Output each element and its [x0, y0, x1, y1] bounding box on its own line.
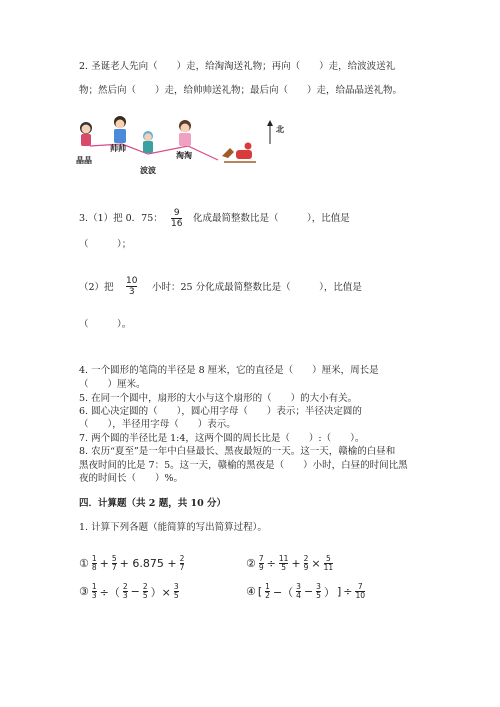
fraction: 1 2: [265, 582, 270, 600]
problem-marker: ②: [246, 557, 256, 570]
label-shuaishuai: 帅帅: [110, 144, 126, 153]
problem-marker: ③: [79, 585, 89, 598]
label-taotao: 淘淘: [176, 151, 192, 160]
operator: −: [303, 585, 314, 598]
calc-problem-3: [79, 583, 180, 600]
q3-part1-c: （ ）；: [79, 239, 132, 250]
operator: ）×: [150, 585, 171, 599]
calc-prompt: 1. 计算下列各题（能简算的写出简算过程）。: [79, 522, 267, 533]
q2-line1: 2. 圣诞老人先向（ ）走，给淘淘送礼物；再向（ ）走，给波波送礼: [79, 61, 396, 72]
bracket: [: [257, 585, 263, 598]
fraction: 7 10: [355, 582, 366, 600]
operator: +: [291, 557, 301, 570]
q4-line2: （ ）厘米。: [79, 379, 146, 390]
child-jingjing-icon: [80, 122, 92, 146]
q8-line2: 黑夜时间的比是 7：5。这一天，赣榆的黑夜是（ ）小时，白昼的时间比黑: [79, 460, 408, 471]
section-heading: 四．计算题（共 2 题，共 10 分）: [79, 498, 227, 509]
fraction: 5 11: [323, 554, 334, 572]
north-arrow-icon: [267, 120, 273, 144]
operator: ÷（: [99, 585, 120, 599]
q3-part1-fraction: [171, 208, 182, 229]
fraction: 2 3: [122, 582, 128, 600]
fraction-denominator: 16: [171, 219, 183, 229]
fraction: 3 5: [173, 582, 179, 600]
bracket: ]: [336, 585, 342, 598]
fraction: 1 8: [91, 554, 97, 572]
fraction-numerator: 10: [126, 276, 138, 286]
label-bobo: 波波: [140, 166, 156, 175]
q3-part1-a: 3.（1）把 0．75：: [79, 213, 163, 224]
q8-line1: 8. 农历“夏至”是一年中白昼最长、黑夜最短的一天。这一天，赣榆的白昼和: [79, 446, 396, 457]
calc-problem-1: [79, 555, 185, 572]
q8-line3: 夜的时间长（ ）%。: [79, 473, 184, 484]
problem-marker: ①: [79, 557, 89, 570]
q6-line2: （ ），半径用字母（ ）表示。: [79, 419, 236, 430]
q2-line2: 物；然后向（ ）走，给帅帅送礼物；最后向（ ）走，给晶晶送礼物。: [79, 85, 403, 96]
q6-line1: 6. 圆心决定圆的（ ），圆心用字母（ ）表示；半径决定圆的: [79, 406, 362, 417]
calc-problem-4: [246, 583, 366, 600]
operator-text: + 6.875 +: [119, 557, 177, 570]
fraction: 3 5: [316, 582, 321, 600]
label-jingjing: 晶晶: [76, 156, 92, 165]
q3-part2-a: （2）把: [79, 282, 114, 293]
operator: ÷: [266, 557, 276, 570]
fraction: 7 9: [258, 554, 264, 572]
label-north: 北: [276, 125, 284, 134]
q7-line1: 7. 两个圆的半径比是 1:4，这两个圆的周长比是（ ）:（ ）。: [79, 433, 365, 444]
operator: −: [130, 585, 140, 598]
fraction: 2 5: [142, 582, 148, 600]
operator: ×: [311, 557, 321, 570]
q4-line1: 4. 一个圆形的笔筒的半径是 8 厘米，它的直径是（ ）厘米，周长是: [79, 365, 379, 376]
fraction: 2 9: [303, 554, 309, 572]
operator: +: [99, 557, 109, 570]
q3-part1-b: 化成最简整数比是（ ），比值是: [193, 213, 350, 224]
q3-part2-fraction: [126, 276, 137, 297]
santa-sleigh-icon: [222, 143, 256, 163]
fraction: 11 5: [278, 554, 289, 572]
operator: −（: [272, 585, 294, 599]
fraction: 2 7: [179, 554, 185, 572]
operator: ）: [323, 585, 335, 599]
fraction: 3 4: [296, 582, 301, 600]
q5-line1: 5. 在同一个圆中，扇形的大小与这个扇形的（ ）的大小有关。: [79, 393, 358, 404]
child-shuaishuai-icon: [114, 116, 126, 143]
child-bobo-icon: [143, 131, 153, 153]
fraction: 5 7: [111, 554, 117, 572]
q3-part2-b: 小时：25 分化成最简整数比是（ ），比值是: [152, 282, 362, 293]
q3-part2-c: （ ）。: [79, 319, 132, 330]
fraction-denominator: 3: [128, 287, 135, 297]
child-taotao-icon: [179, 120, 191, 146]
fraction: 1 3: [91, 582, 97, 600]
fraction-numerator: 9: [173, 208, 180, 218]
operator: ÷: [343, 585, 353, 598]
route-figure: [76, 116, 286, 180]
calc-problem-2: [246, 555, 334, 572]
problem-marker: ④: [246, 585, 256, 598]
